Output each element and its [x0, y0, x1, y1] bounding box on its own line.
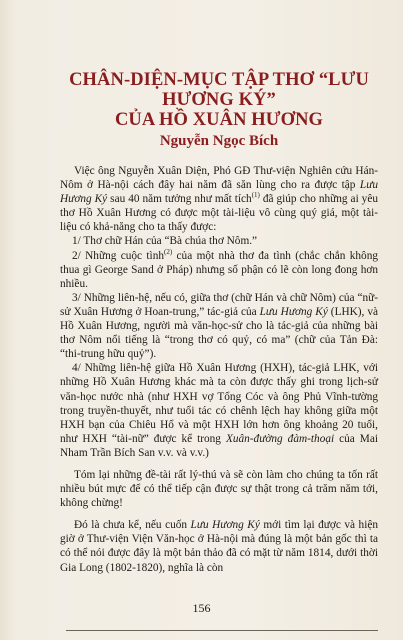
text-run: 2/ Những cuộc tình: [72, 249, 164, 262]
text-run: 4/ Những liên-hệ giữa Hồ Xuân Hương (HXH), tác-giả LHK, với những Hồ Xuân Hương khác mà ta còn được thấy ghi trong lịch-sử văn-học nước nhà (như HXH vợ Tổng Cóc và ông Phủ Vĩnh-tường trong truyền-thuyết, như tuổi tác có chênh lệch hay không giữa một HXH bạn của Chiêu Hổ và một HXH lớn hơn ông khoảng 20 tuổi, như HXH “tài-nữ” được kể trong: [60, 362, 378, 445]
list-item-2: [60, 249, 378, 291]
text-run: Đó là chưa kể, nếu cuốn: [74, 519, 191, 532]
bottom-divider: [66, 630, 378, 631]
text-run: 1/ Thơ chữ Hán của “Bà chúa thơ Nôm.”: [72, 235, 258, 248]
text-run: mới tìm lại được và hiện giờ ở Thư-viện Viện Văn-học ở Hà-nội mà đúng là một bản gốc thì ta có thể nói được đây là một bản thảo đã có mặt từ năm 1814, dưới thời Gia Long (1802-1820), nghĩa là còn: [60, 519, 378, 574]
text-run: của một nhà thơ đa tình (chắc chắn không thua gì George Sand ở Pháp) nhưng số phận có lẽ còn long đong hơn nhiều.: [60, 249, 378, 290]
author-name: Nguyễn Ngọc Bích: [159, 133, 279, 149]
paragraph-summary: [60, 468, 378, 510]
chapter-title: [60, 70, 378, 130]
list-item-1: [60, 234, 378, 248]
footnote-ref: (2): [164, 247, 173, 256]
list-item-3: [60, 291, 378, 361]
text-run: 3/ Những liên-hệ, nếu có, giữa thơ (chữ Hán và chữ Nôm) của “nữ-sử Xuân Hương ở Hoan-trung,” tác-giả của: [60, 291, 378, 318]
paragraph-intro: [60, 164, 378, 234]
book-title-italic: Lưu Hương Ký: [190, 519, 260, 532]
text-run: đã giúp cho những ai yêu thơ Hồ Xuân Hương có được một tài-liệu vô cùng quý giá, một tài-liệu có khả-năng cho ta thấy được:: [60, 193, 378, 234]
title-line-2: HƯƠNG KÝ”: [162, 90, 276, 110]
footnote-ref: (1): [251, 191, 260, 200]
title-line-3: CỦA HỒ XUÂN HƯƠNG: [114, 110, 324, 130]
book-title-italic: Lưu Hương Ký: [259, 305, 328, 318]
body-text: [60, 164, 378, 575]
text-run: sau 40 năm tưởng như mất tích: [107, 193, 252, 206]
page-number: 156: [192, 601, 211, 615]
text-run: (LHK), và Hồ Xuân Hương, người mà văn-học-sử cho là tác-giả của những bài thơ Nôm nổi tiếng là “trong thơ có quỷ, có ma” (chữ của Tản Đà: “thi-trung hữu quỷ”).: [60, 305, 379, 361]
page-content: [60, 70, 378, 575]
list-item-4: [60, 361, 378, 460]
book-title-italic: Xuân-đường đàm-thoại: [225, 432, 335, 445]
text-run: của Mai Nham Trần Bích San v.v. và v.v.): [60, 432, 378, 459]
paragraph-continuation: [60, 518, 378, 574]
book-title-italic: Lưu Hương Ký: [60, 179, 378, 206]
text-run: Việc ông Nguyễn Xuân Diện, Phó GĐ Thư-viện Nghiên cứu Hán-Nôm ở Hà-nội cách đây hai năm đã săn lùng cho ra được tập: [60, 165, 378, 192]
text-run: Tóm lại những đề-tài rất lý-thú và sẽ còn làm cho chúng ta tốn rất nhiều bút mực để có thể tiếp cận được sự thật trong cả trăm năm tới, không chừng!: [60, 468, 378, 510]
title-line-1: CHÂN-DIỆN-MỤC TẬP THƠ “LƯU: [69, 70, 369, 90]
